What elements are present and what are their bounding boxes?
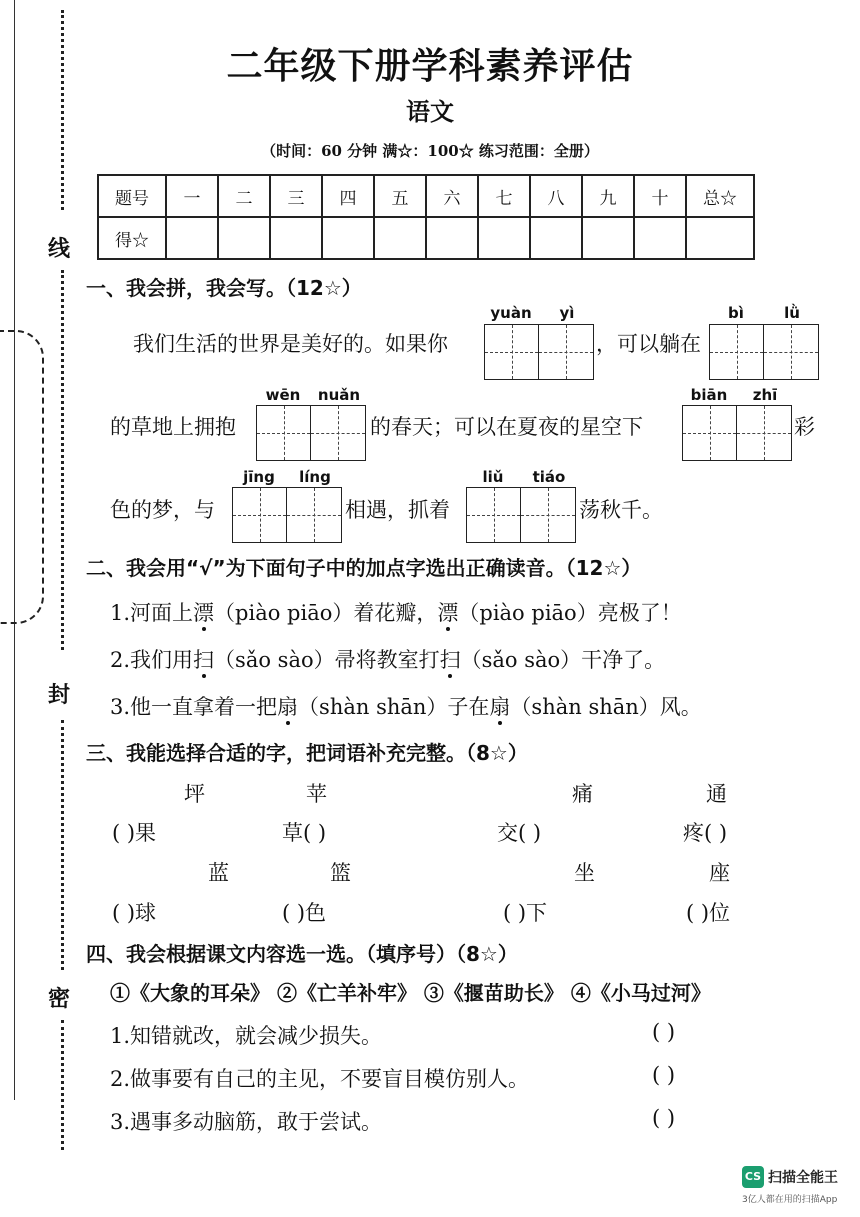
score-cell[interactable] xyxy=(582,217,634,259)
exam-info: （时间：60 分钟 满☆：100☆ 练习范围：全册） xyxy=(261,142,599,160)
q-text[interactable]: （shàn shān）子在 xyxy=(298,695,490,719)
pinyin-label: jīng xyxy=(243,468,275,486)
fill-blank[interactable]: ( )位 xyxy=(686,901,731,925)
q-text[interactable]: （piào piāo）亮极了！ xyxy=(458,601,682,625)
binding-bracket xyxy=(0,330,44,624)
page-title: 二年级下册学科素养评估 xyxy=(226,46,634,87)
fill-blank[interactable]: ( )色 xyxy=(282,901,327,925)
writing-grid[interactable] xyxy=(232,487,342,543)
q-text[interactable]: （sǎo sào）干净了。 xyxy=(460,648,666,672)
s4-question: 3.遇事多动脑筋，敢于尝试。 xyxy=(110,1110,383,1134)
candidate-char: 篮 xyxy=(330,861,351,885)
score-header-cell: 七 xyxy=(478,175,530,217)
fill-blank[interactable]: 草( ) xyxy=(282,821,327,845)
score-cell[interactable] xyxy=(374,217,426,259)
pinyin-label: líng xyxy=(299,468,331,486)
candidate-char: 痛 xyxy=(572,782,593,806)
fill-blank[interactable]: ( )球 xyxy=(112,901,157,925)
cs-logo-icon: CS xyxy=(742,1166,764,1188)
score-header-cell: 五 xyxy=(374,175,426,217)
score-row-label: 得☆ xyxy=(98,217,166,259)
dotted-char: 漂 xyxy=(437,601,459,625)
margin-feng: 封 xyxy=(48,683,71,708)
candidate-char: 蓝 xyxy=(208,861,229,885)
s1-text: ，可以躺在 xyxy=(596,332,701,356)
score-header-cell: 八 xyxy=(530,175,582,217)
s1-text: 的春天；可以在夏夜的星空下 xyxy=(370,415,643,439)
q-text: 2.我们用 xyxy=(110,648,194,672)
score-cell[interactable] xyxy=(426,217,478,259)
q-text: 3.他一直拿着一把 xyxy=(110,695,278,719)
pinyin-label: zhī xyxy=(752,386,778,404)
pinyin-label: tiáo xyxy=(532,468,566,486)
score-header-cell: 一 xyxy=(166,175,218,217)
s1-text: 相遇，抓着 xyxy=(345,498,450,522)
margin-mi: 密 xyxy=(48,987,71,1012)
margin-xian: 线 xyxy=(48,237,71,262)
candidate-char: 坪 xyxy=(184,782,205,806)
q-text: 1.河面上 xyxy=(110,601,194,625)
section1-heading: 一、我会拼，我会写。（12☆） xyxy=(86,276,362,300)
q-text[interactable]: （shàn shān）风。 xyxy=(510,695,702,719)
candidate-char: 通 xyxy=(706,782,727,806)
fill-blank[interactable]: 疼( ) xyxy=(683,821,728,845)
subject-title: 语文 xyxy=(406,98,454,126)
s1-text: 荡秋千。 xyxy=(579,498,663,522)
score-cell[interactable] xyxy=(166,217,218,259)
section4-heading: 四、我会根据课文内容选一选。（填序号）（8☆） xyxy=(86,942,518,966)
answer-paren[interactable]: ( ) xyxy=(652,1106,676,1130)
score-cell[interactable] xyxy=(270,217,322,259)
s2-question-1 xyxy=(110,597,682,627)
score-cell[interactable] xyxy=(322,217,374,259)
score-header-cell: 题号 xyxy=(98,175,166,217)
score-table xyxy=(97,174,755,260)
binding-dotted-line xyxy=(61,720,64,970)
options-list: ①《大象的耳朵》 ②《亡羊补牢》 ③《揠苗助长》 ④《小马过河》 xyxy=(110,981,711,1005)
writing-grid[interactable] xyxy=(709,324,819,380)
candidate-char: 坐 xyxy=(574,861,595,885)
s4-question: 1.知错就改，就会减少损失。 xyxy=(110,1024,383,1048)
score-header-cell: 十 xyxy=(634,175,686,217)
pinyin-label: yì xyxy=(559,304,575,322)
score-header-cell: 二 xyxy=(218,175,270,217)
score-cell[interactable] xyxy=(530,217,582,259)
section3-heading: 三、我能选择合适的字，把词语补充完整。（8☆） xyxy=(86,741,528,765)
s1-text: 我们生活的世界是美好的。如果你 xyxy=(133,332,448,356)
score-header-cell: 九 xyxy=(582,175,634,217)
dotted-char: 漂 xyxy=(193,601,215,625)
dotted-char: 扫 xyxy=(439,648,461,672)
scanner-tagline: 3亿人都在用的扫描App xyxy=(742,1195,838,1205)
score-cell[interactable] xyxy=(634,217,686,259)
fill-blank[interactable]: ( )下 xyxy=(503,901,548,925)
q-text[interactable]: （sǎo sào）帚将教室打 xyxy=(214,648,440,672)
pinyin-label: biān xyxy=(690,386,728,404)
pinyin-label: yuàn xyxy=(490,304,532,322)
pinyin-label: nuǎn xyxy=(317,386,361,404)
dotted-char: 扫 xyxy=(193,648,215,672)
score-value-row xyxy=(98,217,754,259)
s2-question-3 xyxy=(110,691,702,721)
binding-dotted-line xyxy=(61,1020,64,1150)
score-header-cell: 四 xyxy=(322,175,374,217)
answer-paren[interactable]: ( ) xyxy=(652,1063,676,1087)
dotted-char: 扇 xyxy=(489,695,511,719)
writing-grid[interactable] xyxy=(466,487,576,543)
s1-text: 色的梦，与 xyxy=(110,498,215,522)
section2-heading: 二、我会用“√”为下面句子中的加点字选出正确读音。（12☆） xyxy=(86,556,642,580)
s2-question-2 xyxy=(110,644,665,674)
score-header-cell: 总☆ xyxy=(686,175,754,217)
score-cell[interactable] xyxy=(218,217,270,259)
writing-grid[interactable] xyxy=(484,324,594,380)
s1-text: 彩 xyxy=(794,415,815,439)
scanner-logo xyxy=(742,1166,838,1188)
pinyin-label: liǔ xyxy=(482,468,504,486)
answer-paren[interactable]: ( ) xyxy=(652,1020,676,1044)
candidate-char: 座 xyxy=(709,861,730,885)
candidate-char: 苹 xyxy=(306,782,327,806)
fill-blank[interactable]: ( )果 xyxy=(112,821,157,845)
s1-text: 的草地上拥抱 xyxy=(110,415,236,439)
score-cell[interactable] xyxy=(478,217,530,259)
fill-blank[interactable]: 交( ) xyxy=(497,821,542,845)
pinyin-label: wēn xyxy=(265,386,301,404)
score-header-cell: 六 xyxy=(426,175,478,217)
score-cell[interactable] xyxy=(686,217,754,259)
scanner-name: 扫描全能王 xyxy=(768,1170,838,1186)
score-header-row xyxy=(98,175,754,217)
pinyin-label: bì xyxy=(728,304,744,322)
writing-grid[interactable] xyxy=(256,405,366,461)
score-header-cell: 三 xyxy=(270,175,322,217)
pinyin-label: lǜ xyxy=(784,304,800,322)
q-text[interactable]: （piào piāo）着花瓣， xyxy=(214,601,438,625)
s4-question: 2.做事要有自己的主见，不要盲目模仿别人。 xyxy=(110,1067,530,1091)
binding-dotted-line xyxy=(61,270,64,650)
writing-grid[interactable] xyxy=(682,405,792,461)
dotted-char: 扇 xyxy=(277,695,299,719)
